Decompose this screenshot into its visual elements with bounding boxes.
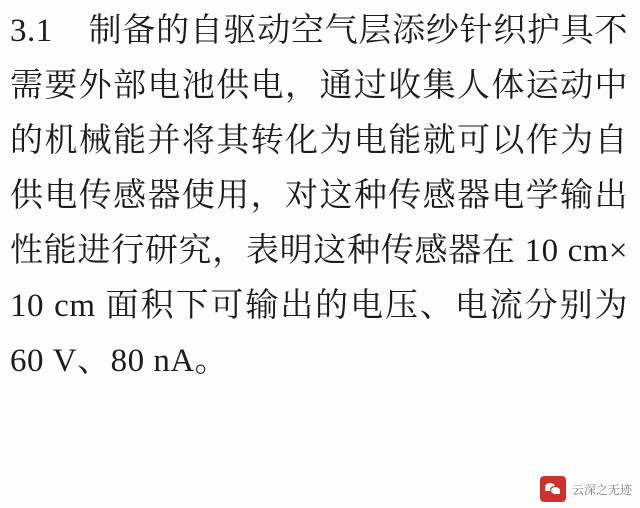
paragraph-text: 3.1 制备的自驱动空气层添纱针织护具不需要外部电池供电，通过收集人体运动中的机械能并将其转化为电能就可以作为自供电传感器使用，对这种传感器电学输出性能进行研究，表明这种传感器在 10 cm×10 cm 面积下可输出的电压、电流分别为 60 V、80 nA。	[10, 13, 637, 379]
wechat-logo-icon	[540, 476, 566, 502]
watermark-label: 云深之无迹	[571, 482, 632, 497]
watermark	[540, 476, 632, 502]
